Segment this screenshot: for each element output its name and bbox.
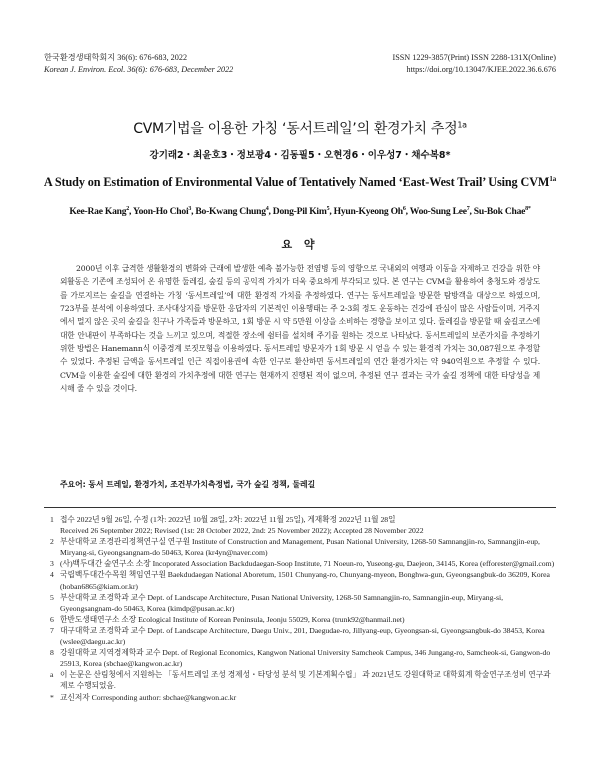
footnote: 5 부산대학교 조경학과 교수 Dept. of Landscape Architecture, Pusan National University, 1268-50 Samnangjin-ro, Samnangjin-eup, Miryang-si, Gyeongsangnam-do 50463, Korea (kimdp@pusan.ac.kr) — [50, 592, 504, 613]
footnote: 1 접수 2022년 9월 26일, 수정 (1차: 2022년 10월 28일, 2차: 2022년 11월 25일), 게재확정 2022년 11월 28일 — [50, 515, 396, 524]
footnote: 3 (사)백두대간 숲연구소 소장 Incoporated Association Backdudaegan-Soop Institute, 71 Noeun-ro, Yuseong-gu, Daejeon, 34145, Korea (efforester@gmail.com) — [50, 559, 555, 569]
footnote: a 이 논문은 산림청에서 지원하는 「동서트레일 조성 경제성・타당성 분석 및 기본계획수립」 과 2021년도 강원대학교 대학회계 학술연구조성비 연구과제로 수행되었음. — [50, 670, 551, 691]
footnote: 4 국립백두대간수목원 책임연구원 Baekdudaegan National Aboretum, 1501 Chunyang-ro, Chunyang-myeon, Bonghwa-gun, Gyeongsangbuk-do 36209, Korea (hoban6865@kiam.or.kr) — [50, 570, 550, 591]
title-korean-sup: 1a — [457, 120, 467, 130]
abstract-text: 2000년 이후 급격한 생활환경의 변화와 근래에 발생한 예측 불가능한 전염병 등의 영향으로 국내외의 여행과 이동을 자제하고 건강을 위한 야외활동은 기존에 조성되어 온 유명한 둘레길, 숲길 등의 공익적 가치가 더욱 중요하게 부각되고 있다. 본 연구는 CVM을 활용하여 충청도와 경상도를 가로지르는 숲길을 연결하는 가칭 ‘동서트레일’에 대한 환경적 가치를 추정하였다. 연구는 동서트레일을 방문한 탐방객을 대상으로 하였으며, 723부를 분석에 이용하였다. 조사대상지를 방문한 응답자의 기본적인 이용행태는 주 2-3회 정도 운동하는 건강에 관심이 많은 사람들이며, 거주지에서 멀지 않은 곳의 숲길을 친구나 가족들과 방문하고, 1회 방문 시 약 5만원 이상을 소비하는 경향을 보이고 있다. 둘레길을 방문할 때 숲길코스에 대한 안내판이 부족하다는 것을 느끼고 있으며, 적절한 장소에 쉼터를 설치해 주기를 원하는 것으로 나타났다. 동서트레일의 보존가치를 추정하기 위한 방법은 Hanemann식 이중경계 로짓모형을 이용하였다. 동서트레일 방문자가 1회 방문 시 얻을 수 있는 환경적 가치는 30,087원으로 추정할 수 있었다. 추정된 금액을 동서트레일 인근 직접이용권에 속한 인구로 환산하면 동서트레일의 연간 환경가치는 약 940억원으로 추정할 수 있다. CVM을 이용한 숲길에 대한 환경의 가치추정에 대한 연구는 현재까지 진행된 적이 없으며, 추정된 연구 결과는 국가 숲길 정책에 대한 타당성을 제시해 줄 수 있을 것이다. — [60, 264, 540, 394]
footnote-divider — [44, 507, 556, 508]
footnote: 8 강원대학교 지역경제학과 교수 Dept. of Regional Economics, Kangwon National University Samcheok Campus, 346 Jungang-ro, Samcheok-si, Gangwon-do 25913, Korea (sbchae@kangwon.ac.kr) — [50, 648, 551, 669]
title-korean — [0, 118, 600, 138]
title-english-text: A Study on Estimation of Environmental Value of Tentatively Named ‘East-West Trail’ Using CVM — [43, 175, 550, 190]
footnote: 2 부산대학교 조경관리정책연구실 연구원 Institute of Construction and Management, Pusan National University, 1268-50 Samnangjin-ro, Samnangjin-eup, Miryang-si, Gyeongsangnam-do 50463, Korea (kr4yn@naver.com) — [50, 537, 540, 558]
authors-english: Kee-Rae Kang$^2$, Yoon-Ho Choi$^3$, Bo-Kwang Chung$^4$, Dong-Pil Kim$^5$, Hyun-Kyeong Oh$^6$, Woo-Sung Lee$^7$, Su-Bok Chae$^{8*}$ — [69, 206, 531, 218]
footnote: 6 한반도생태연구소 소장 Ecological Institute of Korean Peninsula, Jeonju 55029, Korea (trunk92@hanmail.net) — [50, 614, 405, 624]
journal-identifiers — [392, 52, 556, 76]
abstract — [60, 262, 540, 395]
journal-citation — [44, 52, 233, 76]
title-english-sup: 1a — [549, 175, 557, 183]
abstract-heading: 요 약 — [281, 238, 319, 251]
author: Bo-Kwang Chung$^4$ — [195, 206, 269, 218]
footnotes — [50, 514, 556, 703]
footnote: 7 대구대학교 조경학과 교수 Dept. of Landscape Architecture, Daegu Univ., 201, Daegudae-ro, Jillyang-eup, Gyeongsan-si, Gyeongsangbuk-do 38453, Korea (wslee@daegu.ac.kr) — [50, 625, 545, 647]
keywords: 주요어: 동서 트레일, 환경가치, 조건부가치측정법, 국가 숲길 정책, 둘레길 — [60, 480, 316, 489]
author: Su-Bok Chae$^{8*}$ — [473, 206, 531, 218]
journal-citation-ko: 한국환경생태학회지 36(6): 676-683, 2022 — [44, 53, 188, 62]
authors-korean: 강기래2・최윤호3・정보광4・김동필5・오현경6・이우성7・채수복8* — [149, 150, 451, 161]
author: Woo-Sung Lee$^7$ — [409, 206, 470, 218]
title-english — [0, 175, 600, 190]
journal-citation-en: Korean J. Environ. Ecol. 36(6): 676-683, December 2022 — [44, 65, 234, 74]
author: Hyun-Kyeong Oh$^6$ — [333, 206, 406, 218]
author: Dong-Pil Kim$^5$ — [272, 206, 330, 218]
title-korean-text: CVM기법을 이용한 가칭 ‘동서트레일’의 환경가치 추정 — [133, 121, 458, 137]
footnote: * 교신저자 Corresponding author: sbchae@kangwon.ac.kr — [50, 692, 237, 702]
author: Kee-Rae Kang$^2$ — [69, 206, 130, 218]
issn: ISSN 1229-3857(Print) ISSN 2288-131X(Online) — [392, 53, 556, 62]
footnote: Received 26 September 2022; Revised (1st: 28 October 2022, 2nd: 25 November 2022); Accepted 28 November 2022 — [60, 526, 424, 536]
doi-link[interactable]: https://doi.org/10.13047/KJEE.2022.36.6.676 — [406, 65, 556, 74]
author: Yoon-Ho Choi$^3$ — [132, 206, 192, 218]
